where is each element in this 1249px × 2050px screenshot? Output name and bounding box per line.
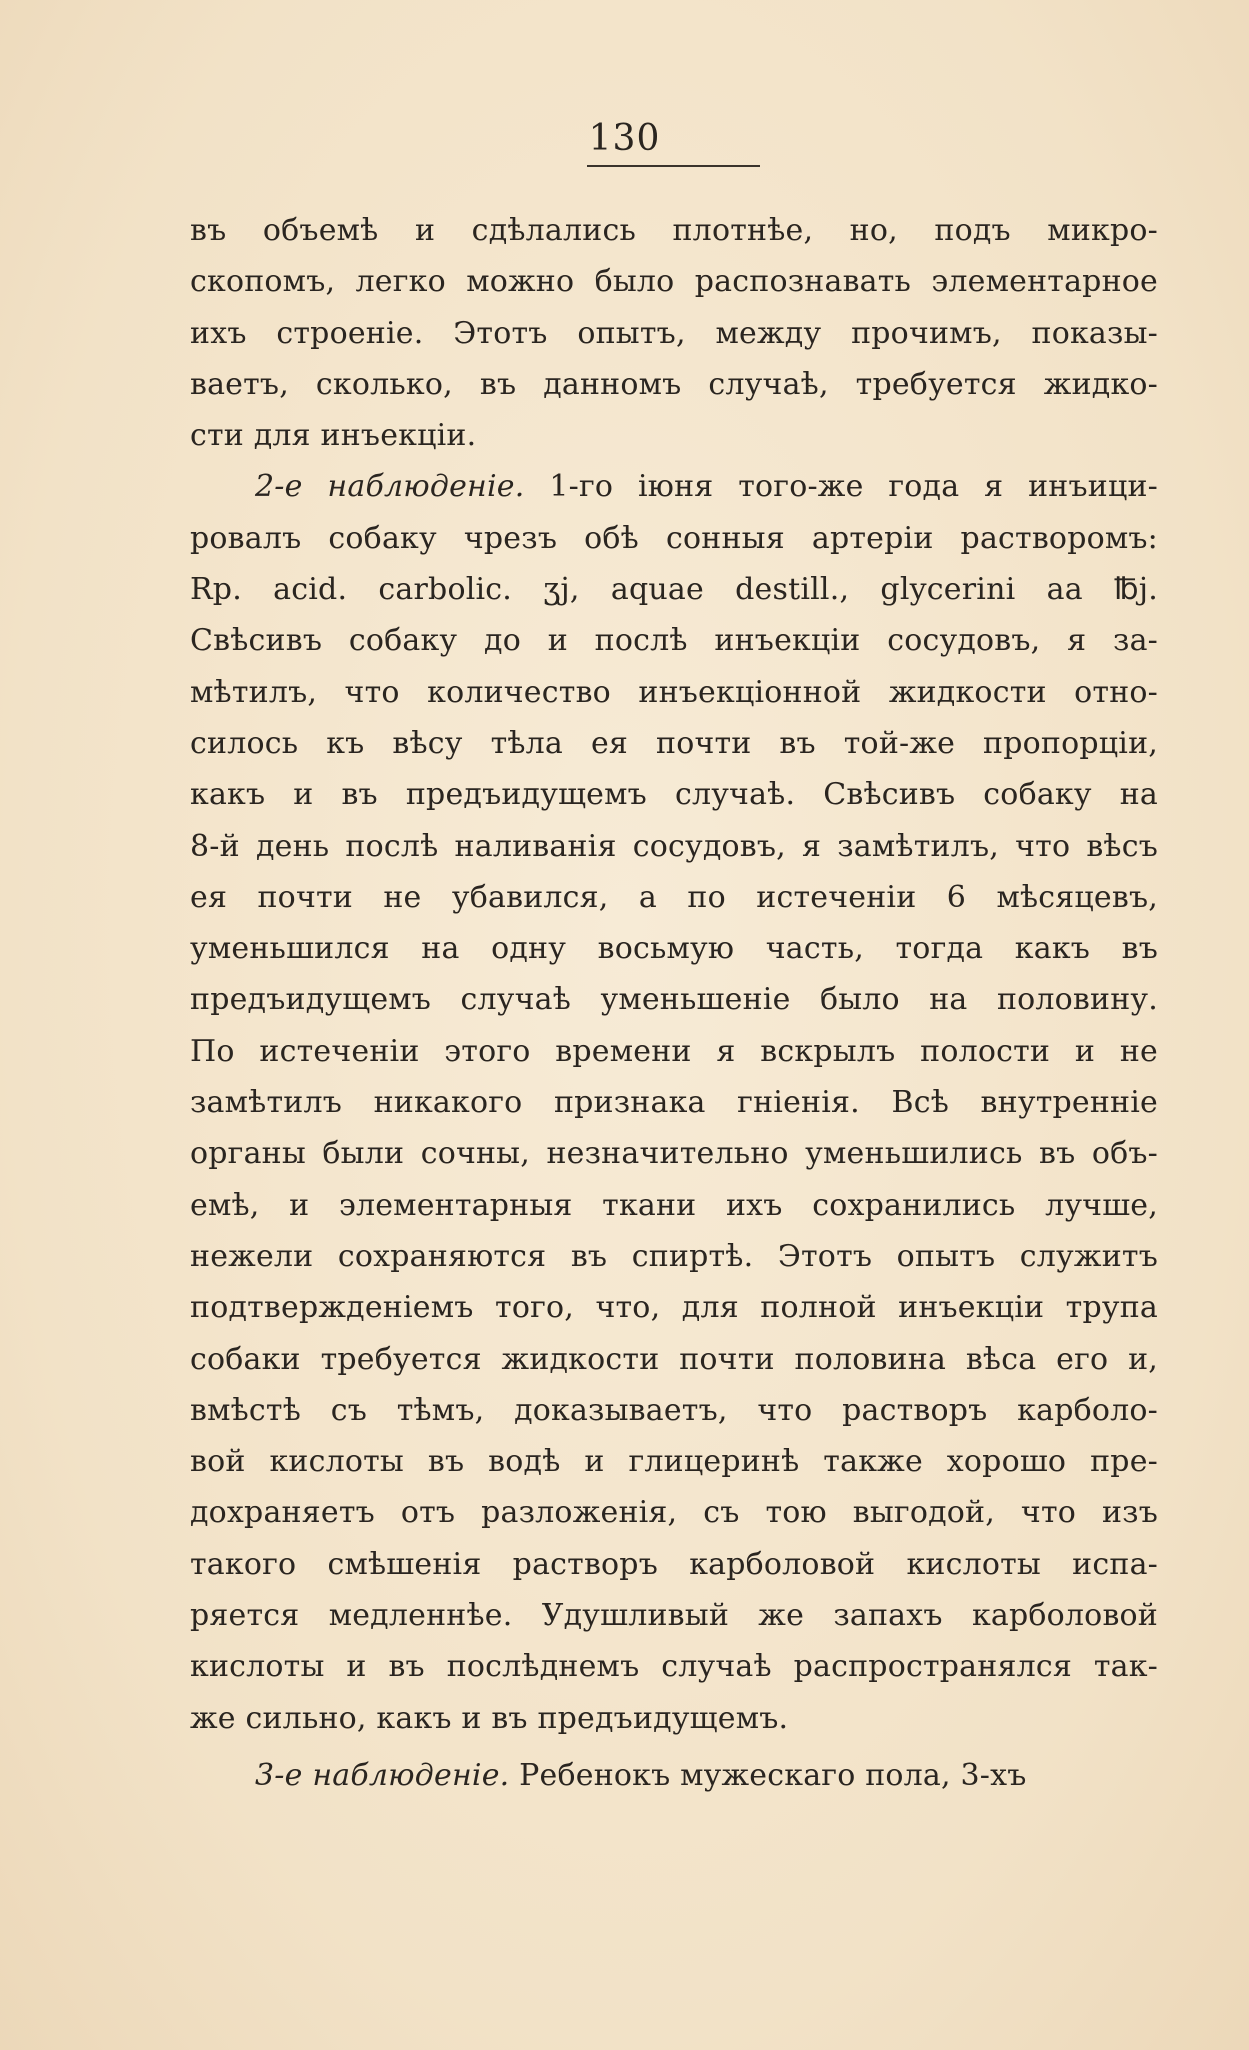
line-text: ровалъ собаку чрезъ обѣ сонныя артеріи растворомъ: xyxy=(190,520,1158,556)
text-line xyxy=(190,821,1158,872)
text-line xyxy=(190,923,1158,974)
line-text: ихъ строеніе. Этотъ опытъ, между прочимъ, показы- xyxy=(190,315,1158,351)
line-text: собаки требуется жидкости почти половина вѣса его и, xyxy=(190,1341,1158,1377)
line-text: предъидущемъ случаѣ уменьшеніе было на половину. xyxy=(190,982,1158,1018)
line-text: По истеченіи этого времени я вскрылъ полости и не xyxy=(190,1033,1158,1069)
text-line xyxy=(190,667,1158,718)
text-line xyxy=(190,1487,1158,1538)
line-text: Свѣсивъ собаку до и послѣ инъекціи сосудовъ, я за- xyxy=(190,623,1158,659)
text-line xyxy=(190,615,1158,666)
text-line xyxy=(190,1436,1158,1487)
text-line xyxy=(190,974,1158,1025)
line-text: силось къ вѣсу тѣла ея почти въ той-же пропорціи, xyxy=(190,725,1158,761)
line-text: Rp. acid. carbolic. ʒj, aquae destill., glycerini aa ℔j. xyxy=(190,572,1158,608)
line-text: дохраняетъ отъ разложенія, съ тою выгодой, что изъ xyxy=(190,1495,1158,1531)
text-line xyxy=(190,1180,1158,1231)
line-text: скопомъ, легко можно было распознавать элементарное xyxy=(190,264,1158,300)
line-text: уменьшился на одну восьмую часть, тогда какъ въ xyxy=(190,931,1158,967)
text-line xyxy=(190,308,1158,359)
text-line xyxy=(190,1282,1158,1333)
line-text: замѣтилъ никакого признака гніенія. Всѣ внутренніе xyxy=(190,1085,1158,1121)
line-text: такого смѣшенія растворъ карболовой кислоты испа- xyxy=(190,1546,1158,1582)
text-line xyxy=(190,1334,1158,1385)
line-text: Ребенокъ мужескаго пола, 3-хъ xyxy=(509,1757,1027,1793)
line-text: ея почти не убавился, а по истеченіи 6 мѣсяцевъ, xyxy=(190,879,1158,915)
line-text: сти для инъекціи. xyxy=(190,418,477,454)
text-line xyxy=(190,718,1158,769)
line-text: 1-го іюня того-же года я инъици- xyxy=(524,469,1158,505)
text-line xyxy=(190,1750,1158,1801)
line-text: ряется медленнѣе. Удушливый же запахъ карболовой xyxy=(190,1598,1158,1634)
text-line xyxy=(190,410,1158,461)
text-line xyxy=(190,1026,1158,1077)
text-line xyxy=(190,461,1158,512)
text-line xyxy=(190,1385,1158,1436)
line-text: 8-й день послѣ наливанія сосудовъ, я замѣтилъ, что вѣсъ xyxy=(190,828,1158,864)
line-text: мѣтилъ, что количество инъекціонной жидкости отно- xyxy=(190,674,1158,710)
text-line xyxy=(190,1641,1158,1692)
text-line xyxy=(190,1231,1158,1282)
observation-heading: 3-е наблюденіе. xyxy=(255,1757,510,1793)
line-text: нежели сохраняются въ спиртѣ. Этотъ опытъ служитъ xyxy=(190,1238,1158,1274)
line-text: же сильно, какъ и въ предъидущемъ. xyxy=(190,1700,789,1736)
text-line xyxy=(190,205,1158,256)
text-line xyxy=(190,564,1158,615)
body-text xyxy=(190,205,1158,1801)
observation-heading: 2-е наблюденіе. xyxy=(255,469,525,505)
text-line xyxy=(190,872,1158,923)
line-text: вмѣстѣ съ тѣмъ, доказываетъ, что растворъ карболо- xyxy=(190,1392,1158,1428)
text-line xyxy=(190,1590,1158,1641)
text-line xyxy=(190,1128,1158,1179)
header-rule xyxy=(587,165,760,167)
text-line xyxy=(190,1539,1158,1590)
line-text: какъ и въ предъидущемъ случаѣ. Свѣсивъ собаку на xyxy=(190,777,1158,813)
text-line xyxy=(190,359,1158,410)
text-line xyxy=(190,1693,1158,1744)
line-text: кислоты и въ послѣднемъ случаѣ распространялся так- xyxy=(190,1649,1158,1685)
line-text: емѣ, и элементарныя ткани ихъ сохранились лучше, xyxy=(190,1187,1158,1223)
line-text: ваетъ, сколько, въ данномъ случаѣ, требуется жидко- xyxy=(190,366,1158,402)
line-text: въ объемѣ и сдѣлались плотнѣе, но, подъ микро- xyxy=(190,213,1158,248)
text-line xyxy=(190,256,1158,307)
line-text: вой кислоты въ водѣ и глицеринѣ также хорошо пре- xyxy=(190,1444,1158,1480)
line-text: подтвержденіемъ того, что, для полной инъекціи трупа xyxy=(190,1290,1158,1326)
text-line xyxy=(190,513,1158,564)
text-line xyxy=(190,769,1158,820)
page-number: 130 xyxy=(588,118,661,159)
line-text: органы были сочны, незначительно уменьшились въ объ- xyxy=(190,1136,1158,1172)
text-line xyxy=(190,1077,1158,1128)
